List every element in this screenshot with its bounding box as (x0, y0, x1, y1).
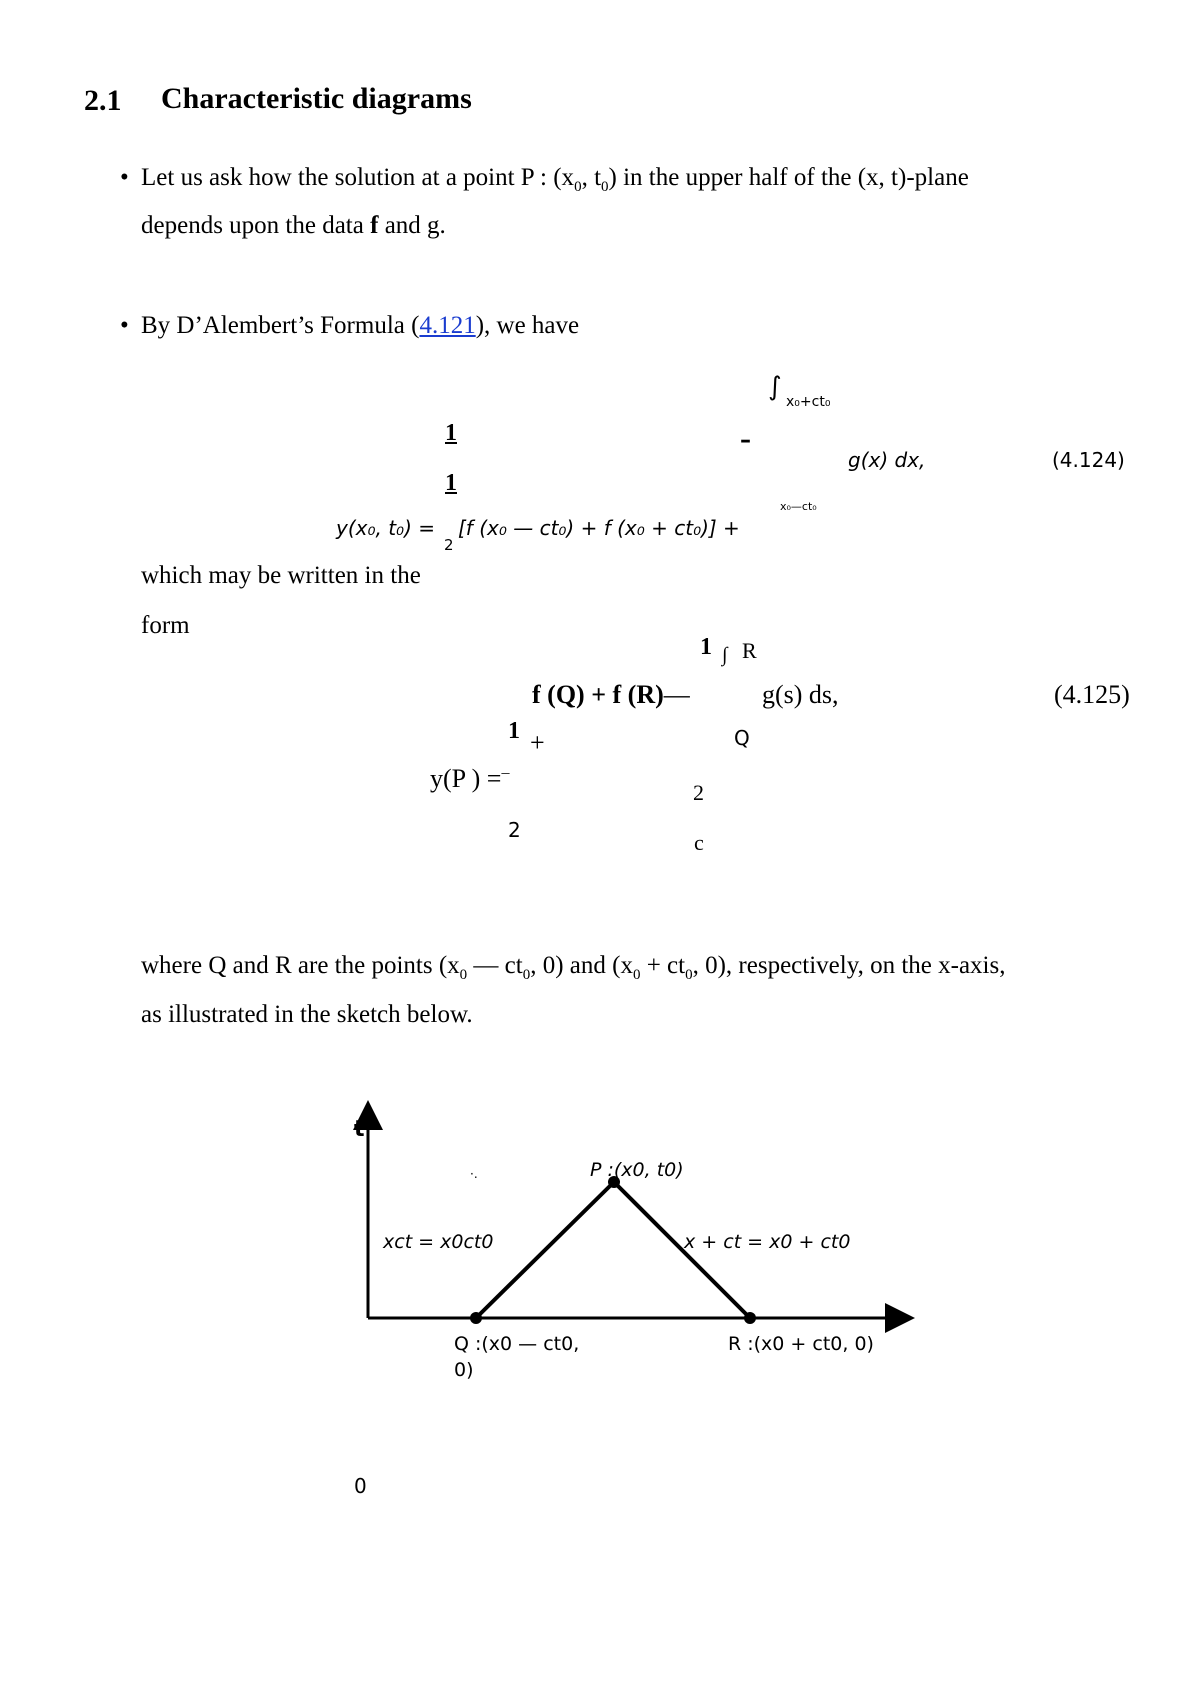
integral-sign: ∫ (722, 644, 728, 666)
body-text: form (141, 612, 190, 639)
dot-mark: ·. (470, 1167, 478, 1181)
bullet1-line2: depends upon the data f and g. (141, 212, 446, 239)
bullet-marker: • (120, 312, 129, 339)
equation-middle: f (Q) + f (R)— (532, 680, 690, 709)
p-label: P :(x0, t0) (590, 1159, 684, 1181)
left-characteristic-line (476, 1182, 614, 1318)
bullet-marker: • (120, 164, 129, 191)
equation-number: (4.124) (1052, 448, 1125, 472)
lower-limit: x₀—ct₀ (780, 500, 817, 513)
fraction-one: 1 (700, 634, 712, 660)
fraction-one: 1 (445, 420, 457, 446)
section-title: Characteristic diagrams (161, 82, 472, 115)
equation-rhs: [f (x₀ — ct₀) + f (x₀ + ct₀)] + (458, 516, 740, 540)
body-text: where Q and R are the points ($x_0$ — $ct_0$, 0) and ($x_0 + ct_0$, 0), respectively, on the x-axis, (141, 952, 1006, 983)
left-line-label: xct = x0ct0 (383, 1231, 494, 1253)
r-label: R :(x0 + ct0, 0) (728, 1333, 874, 1355)
integral-sign: ∫ (768, 372, 782, 402)
lower-limit: Q (734, 726, 750, 750)
fraction-one: 1 (445, 470, 457, 496)
equation-lhs: y(P ) =– (430, 764, 510, 793)
body-text: as illustrated in the sketch below. (141, 1001, 473, 1028)
section-number: 2.1 (84, 84, 122, 117)
upper-limit: x₀+ct₀ (786, 394, 831, 410)
bullet1-line1: Let us ask how the solution at a point P : ($x_0$, $t_0$) in the upper half of the (x, t)-plane (141, 164, 969, 195)
q-label: Q :(x0 — ct0, (454, 1333, 580, 1355)
denominator-two: 2 (444, 536, 454, 554)
bullet2-line: By D’Alembert’s Formula (4.121), we have (141, 312, 580, 339)
minus-dash: – (740, 428, 751, 453)
equation-reference-link[interactable]: 4.121 (419, 312, 476, 339)
point-q (470, 1312, 482, 1324)
denominator-c: c (694, 830, 704, 855)
fraction-one: 1 (508, 718, 520, 744)
page-mark: 0 (354, 1474, 367, 1498)
integrand: g(s) ds, (762, 680, 839, 709)
denominator-two: 2 (508, 818, 521, 842)
right-line-label: x + ct = x0 + ct0 (684, 1231, 851, 1253)
denominator-two: 2 (693, 780, 704, 805)
q-label-continued: 0) (454, 1359, 474, 1381)
equation-lhs: y(x₀, t₀) = (336, 516, 435, 540)
upper-limit: R (742, 638, 757, 663)
point-r (744, 1312, 756, 1324)
t-axis-label: t (354, 1117, 365, 1142)
integrand: g(x) dx, (848, 448, 926, 472)
body-text: which may be written in the (141, 562, 421, 589)
equation-number: (4.125) (1054, 680, 1130, 709)
plus-sign: + (530, 728, 545, 757)
